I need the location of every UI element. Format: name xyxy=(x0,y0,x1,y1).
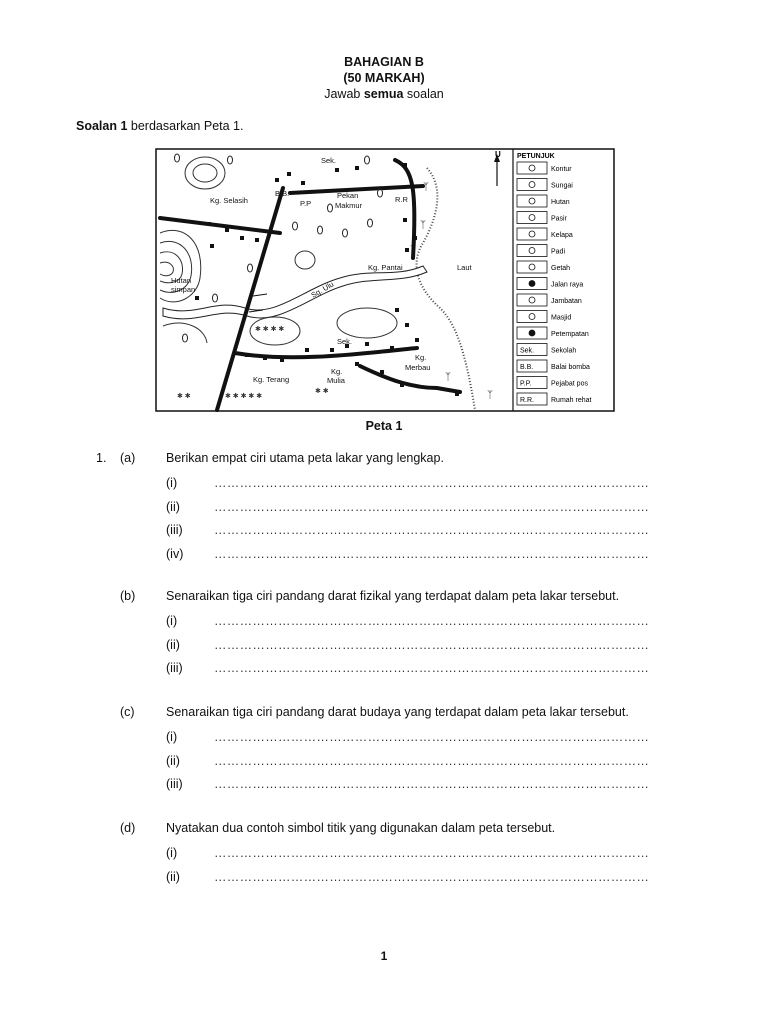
legend-abbr: R.R. xyxy=(520,397,534,404)
answer-a-line[interactable]: ………………………………………………………………………………………… xyxy=(214,476,650,490)
north-label: U xyxy=(495,150,501,159)
legend-label: Kelapa xyxy=(551,232,573,239)
answer-d-numeral: (ii) xyxy=(166,869,180,884)
svg-text:✱ ✱: ✱ ✱ xyxy=(315,388,329,395)
answer-c-line[interactable]: ………………………………………………………………………………………… xyxy=(214,753,650,768)
answer-c-line[interactable]: ………………………………………………………………………………………… xyxy=(214,777,650,791)
label-mulia-1: Kg. xyxy=(331,367,343,376)
legend-label: Pejabat pos xyxy=(551,380,588,388)
sketch-map xyxy=(155,148,615,412)
legend-label: Padi xyxy=(551,248,566,256)
paddy-icon xyxy=(517,245,547,257)
legend-abbr: B.B. xyxy=(520,364,534,371)
page-number: 1 xyxy=(380,949,388,963)
label-pekan: Pekan xyxy=(337,191,359,200)
svg-text:ᛉ: ᛉ xyxy=(445,372,451,383)
label-laut: Laut xyxy=(457,263,472,272)
answer-d-line[interactable]: ………………………………………………………………………………………… xyxy=(214,869,650,884)
answer-a-line[interactable]: ………………………………………………………………………………………… xyxy=(214,546,650,561)
answer-b-numeral: (iii) xyxy=(166,661,183,675)
legend-label: Jambatan xyxy=(551,298,582,305)
legend-label: Petempatan xyxy=(551,331,589,338)
question-a-text: Berikan empat ciri utama peta lakar yang lengkap. xyxy=(166,451,444,465)
label-sek-mid: Sek. xyxy=(337,337,353,346)
label-sek-top: Sek. xyxy=(321,156,337,165)
coconut-icon xyxy=(517,228,547,240)
answer-b-line[interactable]: ………………………………………………………………………………………… xyxy=(214,661,650,675)
legend-label: Kontur xyxy=(551,166,572,173)
label-simpan: simpan xyxy=(171,285,196,294)
map-legend xyxy=(517,153,555,160)
label-selasih: Kg. Selasih xyxy=(210,196,248,205)
answer-a-numeral: (iii) xyxy=(166,523,183,537)
svg-text:✱ ✱: ✱ ✱ xyxy=(177,393,191,400)
legend-label: Rumah rehat xyxy=(551,397,592,404)
answer-b-line[interactable]: ………………………………………………………………………………………… xyxy=(214,637,650,652)
legend-title: PETUNJUK xyxy=(517,153,555,160)
label-merbau-1: Kg. xyxy=(415,353,427,362)
answer-c-numeral: (i) xyxy=(166,730,178,744)
answer-d-numeral: (i) xyxy=(166,846,178,860)
svg-text:ᛉ: ᛉ xyxy=(420,220,426,231)
legend-label: Sekolah xyxy=(551,347,577,355)
svg-text:ᛉ: ᛉ xyxy=(410,245,416,256)
label-rr: R.R xyxy=(395,195,408,204)
bridge-icon xyxy=(517,294,547,306)
answer-b-line[interactable]: ………………………………………………………………………………………… xyxy=(214,614,650,628)
mosque-icon xyxy=(517,311,547,323)
answer-a-numeral: (iv) xyxy=(166,546,184,561)
label-hutan: Hutan xyxy=(171,276,192,285)
legend-abbr: P.P. xyxy=(520,380,532,388)
question-a-letter: (a) xyxy=(120,451,136,465)
map-caption: Peta 1 xyxy=(365,419,403,433)
answer-c-line[interactable]: ………………………………………………………………………………………… xyxy=(214,730,650,744)
question-c-letter: (c) xyxy=(120,705,135,719)
label-mulia-2: Mulia xyxy=(327,376,345,385)
legend-abbr: Sek. xyxy=(520,347,535,355)
legend-label: Getah xyxy=(551,265,571,272)
answer-b-numeral: (ii) xyxy=(166,637,180,652)
svg-text:✱ ✱ ✱ ✱ ✱: ✱ ✱ ✱ ✱ ✱ xyxy=(225,393,263,400)
label-terang: Kg. Terang xyxy=(253,375,290,384)
label-pantai: Kg. Pantai xyxy=(368,263,403,272)
question-d-text: Nyatakan dua contoh simbol titik yang digunakan dalam peta tersebut. xyxy=(166,821,556,835)
label-merbau-2: Merbau xyxy=(405,363,431,372)
answer-c-numeral: (iii) xyxy=(166,777,183,791)
label-sg-ulu: Sg. Ulu xyxy=(309,279,336,300)
sand-icon xyxy=(517,212,547,224)
label-bb: B.B. xyxy=(275,189,290,198)
legend-label: Hutan xyxy=(551,199,570,206)
svg-text:✱ ✱ ✱ ✱: ✱ ✱ ✱ ✱ xyxy=(255,326,285,333)
section-title: BAHAGIAN B xyxy=(344,55,424,69)
question-b-letter: (b) xyxy=(120,589,136,603)
question-intro: Soalan 1 berdasarkan Peta 1. xyxy=(76,119,244,133)
legend-label: Masjid xyxy=(551,314,572,322)
svg-text:ᛉ: ᛉ xyxy=(487,390,493,401)
legend-label: Sungai xyxy=(551,182,573,190)
label-pp: P.P xyxy=(300,199,312,208)
rubber-icon xyxy=(517,261,547,273)
river-icon xyxy=(517,179,547,191)
question-b-text: Senaraikan tiga ciri pandang darat fizikal yang terdapat dalam peta lakar tersebut. xyxy=(166,589,620,603)
answer-a-line[interactable]: ………………………………………………………………………………………… xyxy=(214,523,650,537)
section-instruction: Jawab semua soalan xyxy=(324,87,444,101)
contour-icon xyxy=(517,162,547,174)
legend-label: Jalan raya xyxy=(551,281,584,289)
svg-text:ᛉ: ᛉ xyxy=(423,182,429,193)
answer-a-numeral: (i) xyxy=(166,476,178,490)
forest-icon xyxy=(517,195,547,207)
answer-a-numeral: (ii) xyxy=(166,499,180,514)
question-c-text: Senaraikan tiga ciri pandang darat budaya yang terdapat dalam peta lakar tersebut. xyxy=(166,705,629,719)
question-d-letter: (d) xyxy=(120,821,136,835)
section-marks: (50 MARKAH) xyxy=(343,71,425,85)
answer-d-line[interactable]: ………………………………………………………………………………………… xyxy=(214,846,650,860)
legend-label: Pasir xyxy=(551,215,567,223)
label-makmur: Makmur xyxy=(335,201,363,210)
road-icon-mark xyxy=(529,281,535,287)
question-number: 1. xyxy=(96,451,107,465)
answer-b-numeral: (i) xyxy=(166,614,178,628)
answer-c-numeral: (ii) xyxy=(166,753,180,768)
legend-label: Balai bomba xyxy=(551,364,590,371)
answer-a-line[interactable]: ………………………………………………………………………………………… xyxy=(214,499,650,514)
settlement-icon-mark xyxy=(529,330,535,336)
